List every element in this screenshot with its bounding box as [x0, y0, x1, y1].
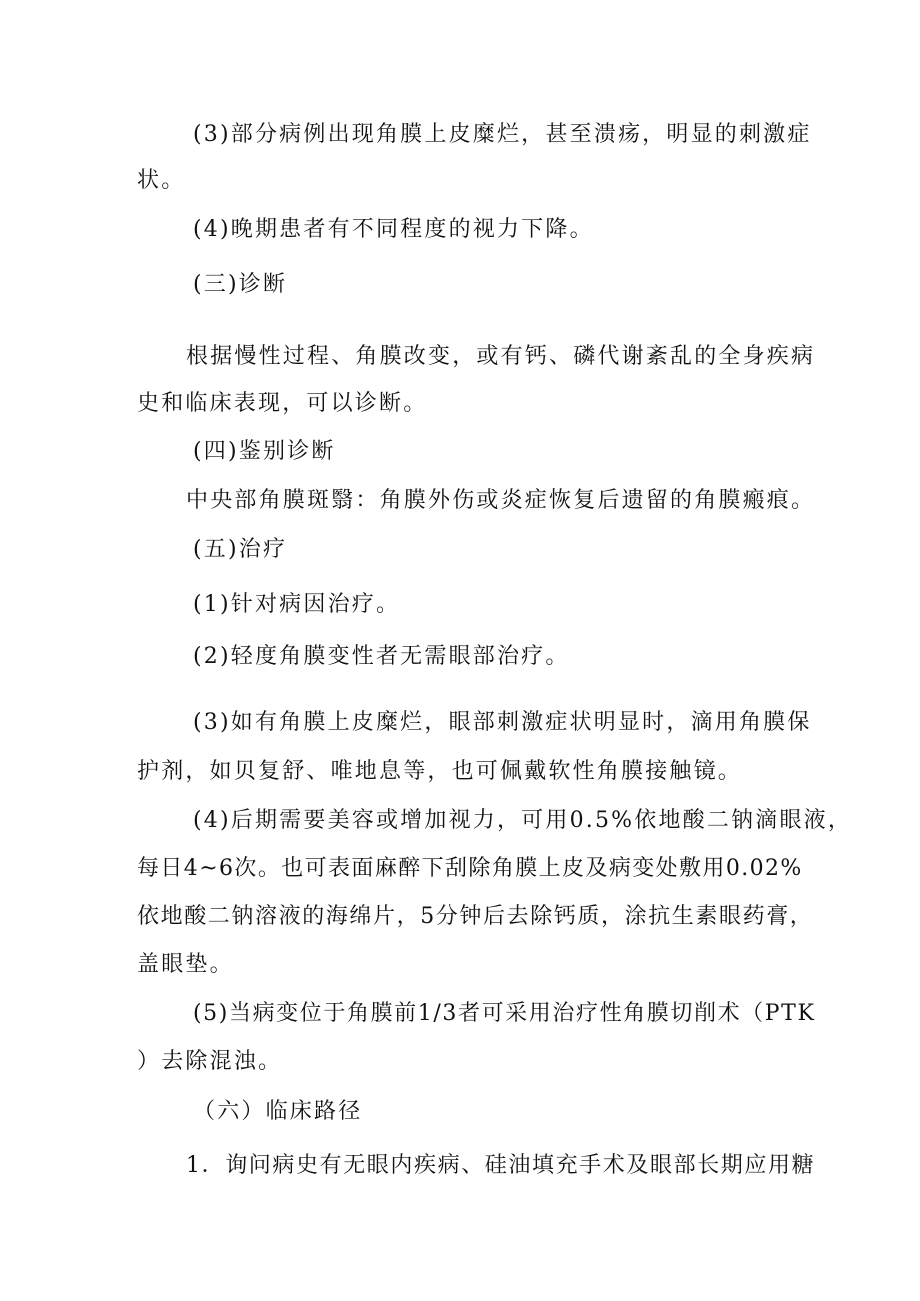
paragraph-line: 状。: [137, 168, 186, 193]
paragraph-line: (3)部分病例出现角膜上皮糜烂，甚至溃疡，明显的刺激症: [193, 122, 812, 147]
paragraph-line: (4)后期需要美容或增加视力，可用0.5%依地酸二钠滴眼液，: [193, 808, 853, 833]
paragraph-line: 依地酸二钠溶液的海绵片，5分钟后去除钙质，涂抗生素眼药膏，: [137, 904, 814, 929]
paragraph-line: 史和临床表现，可以诊断。: [137, 391, 428, 416]
paragraph-line: 根据慢性过程、角膜改变，或有钙、磷代谢紊乱的全身疾病: [186, 344, 816, 369]
paragraph-line: 护剂，如贝复舒、唯地息等，也可佩戴软性角膜接触镜。: [137, 759, 743, 784]
paragraph-line: (4)晚期患者有不同程度的视力下降。: [193, 217, 594, 242]
paragraph-line: (5)当病变位于角膜前1/3者可采用治疗性角膜切削术（PTK: [193, 1001, 816, 1026]
paragraph-line: (3)如有角膜上皮糜烂，眼部刺激症状明显时，滴用角膜保: [193, 710, 812, 735]
paragraph-line: ）去除混浊。: [137, 1049, 283, 1074]
paragraph-line: 1．询问病史有无眼内疾病、硅油填充手术及眼部长期应用糖: [186, 1153, 816, 1178]
paragraph-line: 中央部角膜斑翳：角膜外伤或炎症恢复后遗留的角膜瘢痕。: [186, 488, 816, 513]
section-heading: （六）临床路径: [193, 1099, 363, 1124]
paragraph-line: 盖眼垫。: [137, 952, 234, 977]
section-heading: (五)治疗: [193, 537, 288, 562]
paragraph-line: (1)针对病因治疗。: [193, 592, 401, 617]
section-heading: (四)鉴别诊断: [193, 439, 336, 464]
section-heading: (三)诊断: [193, 272, 288, 297]
paragraph-line: 每日4~6次。也可表面麻醉下刮除角膜上皮及病变处敷用0.02%: [137, 856, 803, 881]
paragraph-line: (2)轻度角膜变性者无需眼部治疗。: [193, 644, 570, 669]
